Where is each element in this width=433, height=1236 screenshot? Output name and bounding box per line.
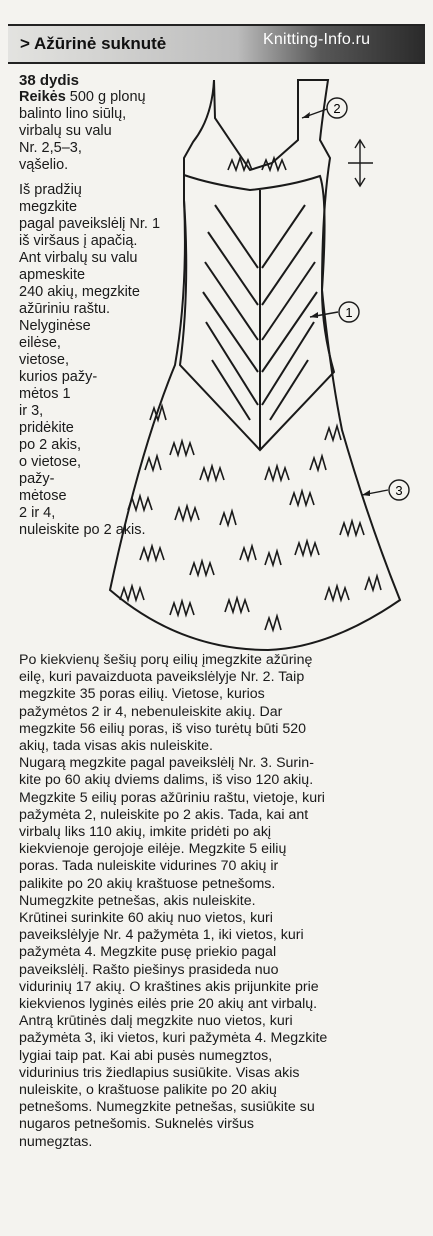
marker-2-label: 2 — [333, 101, 341, 116]
instruction-line: 2 ir 4, — [19, 505, 56, 521]
instruction-line: Nelyginėse — [19, 318, 91, 334]
page-title: > Ažūrinė suknutė — [20, 34, 167, 53]
instruction-line: pridėkite — [19, 420, 74, 436]
requirements-line-3: virbalų su valu — [19, 123, 112, 139]
marker-1 — [310, 302, 359, 322]
instruction-line: iš viršaus į apačią. — [19, 233, 138, 249]
instruction-line: apmeskite — [19, 267, 86, 283]
body-line: palikite po 20 akių kraštuose petnešoms. — [19, 875, 276, 892]
body-text — [19, 652, 425, 1151]
requirements-text-1: 500 g plonų — [69, 89, 146, 105]
body-line: nuleiskite, o kraštuose palikite po 20 akių — [19, 1082, 277, 1099]
size-heading: 38 dydis — [19, 72, 80, 89]
marker-3 — [362, 480, 409, 500]
body-line: paveikslėlyje Nr. 4 pažymėta 1, iki vietos, kuri — [19, 927, 304, 944]
instruction-line: ir 3, — [19, 403, 44, 419]
body-line: Krūtinei surinkite 60 akių nuo vietos, kuri — [19, 910, 273, 927]
instruction-line: mėtose — [19, 488, 67, 504]
body-line: numegztas. — [19, 1133, 93, 1150]
instruction-line: Ant virbalų su valu — [19, 250, 138, 266]
instruction-line: pažy- — [19, 471, 55, 487]
instruction-line: ažūriniu raštu. — [19, 301, 111, 317]
body-line: poras. Tada nuleiskite vidurines 70 akių ir — [19, 858, 279, 875]
body-line: akių, tada visas akis nuleiskite. — [19, 738, 213, 755]
body-line: Megzkite 5 eilių poras ažūriniu raštu, vietoje, kuri — [19, 789, 325, 806]
body-line: kiekvienos lyginės eilės prie 20 akių ant virbalų. — [19, 996, 318, 1013]
body-line: lygiai taip pat. Kai abi pusės numegztos, — [19, 1047, 273, 1064]
body-line: megzkite 35 poras eilių. Vietose, kurios — [19, 686, 265, 703]
requirements-line-4: Nr. 2,5–3, — [19, 140, 82, 156]
body-line: megzkite 56 eilių poras, iš viso turėtų būti 520 — [19, 720, 307, 737]
body-line: pažymėta 3, iki vietos, kuri pažymėta 4. Megzkite — [19, 1030, 328, 1047]
body-line: pažymėtos 2 ir 4, nebenuleiskite akių. Dar — [19, 703, 283, 720]
body-line: vidurinių 17 akių. O kraštines akis prijunkite prie — [19, 978, 319, 995]
body-line: pažymėta 2, nuleiskite po 2 akis. Tada, kai ant — [19, 806, 309, 823]
body-line: eilę, kuri pavaizduota paveikslėlyje Nr. 2. Taip — [19, 669, 305, 686]
body-line: Antrą krūtinės dalį megzkite nuo vietos, kuri — [19, 1013, 293, 1030]
body-line: virbalų liks 110 akių, imkite pridėti po akį — [19, 824, 272, 841]
body-line: vidurinius tris žiedlapius susiūkite. Visas akis — [19, 1064, 300, 1081]
body-line: petnešoms. Numegzkite petnešas, susiūkite su — [19, 1099, 315, 1116]
instruction-line: po 2 akis, — [19, 437, 82, 453]
instruction-line: kurios pažy- — [19, 369, 98, 385]
site-watermark: Knitting-Info.ru — [263, 31, 371, 48]
length-arrow — [348, 140, 373, 186]
instruction-line: eilėse, — [19, 335, 61, 351]
body-line: nugaros petnešomis. Suknelės viršus — [19, 1116, 255, 1133]
body-line: paveikslėlį. Rašto piešinys prasideda nuo — [19, 961, 279, 978]
instruction-line: vietose, — [19, 352, 69, 368]
body-line: pažymėta 4. Megzkite pusę priekio pagal — [19, 944, 277, 961]
instruction-line: 240 akių, megzkite — [19, 284, 140, 300]
requirements-line-2: balinto lino siūlų, — [19, 106, 127, 122]
body-line: kite po 60 akių dviems dalims, iš viso 120 akių. — [19, 772, 314, 789]
dress-outline — [110, 80, 403, 650]
body-line: Po kiekvienų šešių porų eilių įmegzkite ažūrinę — [19, 652, 313, 668]
requirements-line-5: vąšelio. — [19, 157, 69, 173]
instruction-line: o vietose, — [19, 454, 82, 470]
instruction-line: nuleiskite po 2 akis. — [19, 522, 146, 538]
instruction-line: pagal paveikslėlį Nr. 1 — [19, 216, 161, 232]
marker-3-label: 3 — [395, 483, 403, 498]
instruction-line: megzkite — [19, 199, 78, 215]
bodice-panel — [180, 175, 334, 450]
instruction-line: mėtos 1 — [19, 386, 71, 402]
body-line: Numegzkite petnešas, akis nuleiskite. — [19, 892, 256, 909]
instruction-line: Iš pradžių — [19, 182, 82, 198]
requirements-label: Reikės — [19, 89, 66, 105]
body-line: kiekvienoje gerojoje eilėje. Megzkite 5 eilių — [19, 841, 287, 858]
body-line: Nugarą megzkite pagal paveikslėlį Nr. 3. Surin- — [19, 755, 314, 772]
marker-1-label: 1 — [345, 305, 353, 320]
